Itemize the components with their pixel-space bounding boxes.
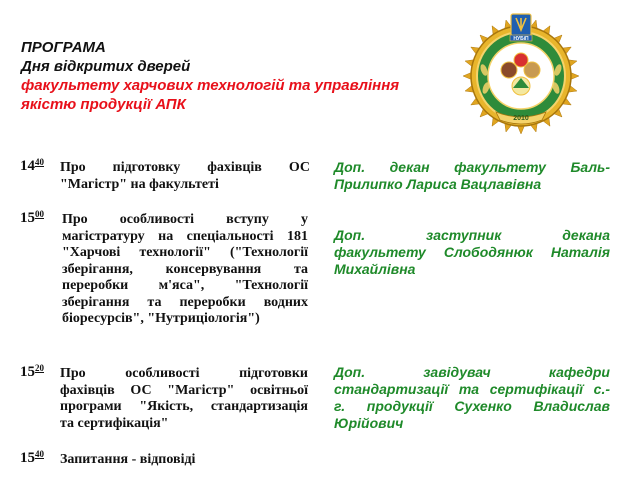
schedule-topic: [62, 212, 308, 328]
schedule-speaker: [334, 227, 610, 278]
schedule-topic: [60, 366, 308, 432]
schedule-time: [20, 210, 44, 227]
schedule-topic: [60, 452, 308, 469]
schedule-topic: [60, 160, 310, 193]
title-line-4: якістю продукції АПК: [21, 96, 186, 113]
topic-line: Про особливості підготовки: [60, 366, 308, 381]
topic-line: та сертифікація": [60, 415, 169, 431]
topic-line: переробки м'яса", "Технології: [62, 278, 308, 293]
title-line-2: Дня відкритих дверей: [21, 58, 191, 75]
speaker-line: Доп. заступник декана: [334, 227, 610, 243]
schedule-time: [20, 158, 44, 175]
title-line-1: ПРОГРАМА: [21, 39, 106, 56]
schedule-time: [20, 364, 44, 381]
emblem-top-text: НУБіП: [513, 36, 529, 42]
topic-line: програми "Якість, стандартизація: [60, 399, 308, 414]
university-emblem-icon: [462, 8, 580, 136]
topic-line: біоресурсів", "Нутриціологія"): [62, 311, 260, 326]
speaker-line: факультету Слободянюк Наталія: [334, 244, 610, 260]
schedule-speaker: [334, 364, 610, 432]
topic-line: "Магістр" на факультеті: [60, 176, 219, 192]
program-title: [21, 38, 399, 114]
time-minutes: 20: [35, 363, 44, 373]
time-minutes: 40: [35, 449, 44, 459]
speaker-line: Доп. завідувач кафедри: [334, 364, 610, 380]
speaker-line: стандартизації та сертифікації с.-: [334, 381, 610, 397]
topic-line: зберігання, консервування та: [62, 261, 308, 277]
schedule-speaker: [334, 159, 610, 193]
topic-line: фахівців ОС "Магістр" освітньої: [60, 382, 308, 398]
time-minutes: 40: [35, 157, 44, 167]
speaker-line: г. продукції Сухенко Владислав: [334, 398, 610, 414]
schedule-time: [20, 450, 44, 467]
time-hour: 15: [20, 450, 35, 466]
topic-line: Про підготовку фахівців ОС: [60, 160, 310, 175]
topic-line: "Харчові технології" ("Технології: [62, 245, 308, 260]
topic-line: зберігання та переробки водних: [62, 294, 308, 310]
speaker-line: Михайлівна: [334, 261, 416, 277]
time-hour: 14: [20, 158, 35, 174]
speaker-line: Прилипко Лариса Вацлавівна: [334, 176, 542, 192]
speaker-line: Юрійович: [334, 415, 404, 431]
topic-line: Про особливості вступу у: [62, 212, 308, 227]
speaker-line: Доп. декан факультету Баль-: [334, 159, 610, 175]
emblem-year: 2010: [513, 115, 529, 122]
time-hour: 15: [20, 210, 35, 226]
topic-line: магістратуру на спеціальності 181: [62, 228, 308, 244]
time-hour: 15: [20, 364, 35, 380]
topic-line: Запитання - відповіді: [60, 452, 196, 467]
title-line-3: факультету харчових технологій та управління: [21, 77, 400, 94]
time-minutes: 00: [35, 209, 44, 219]
